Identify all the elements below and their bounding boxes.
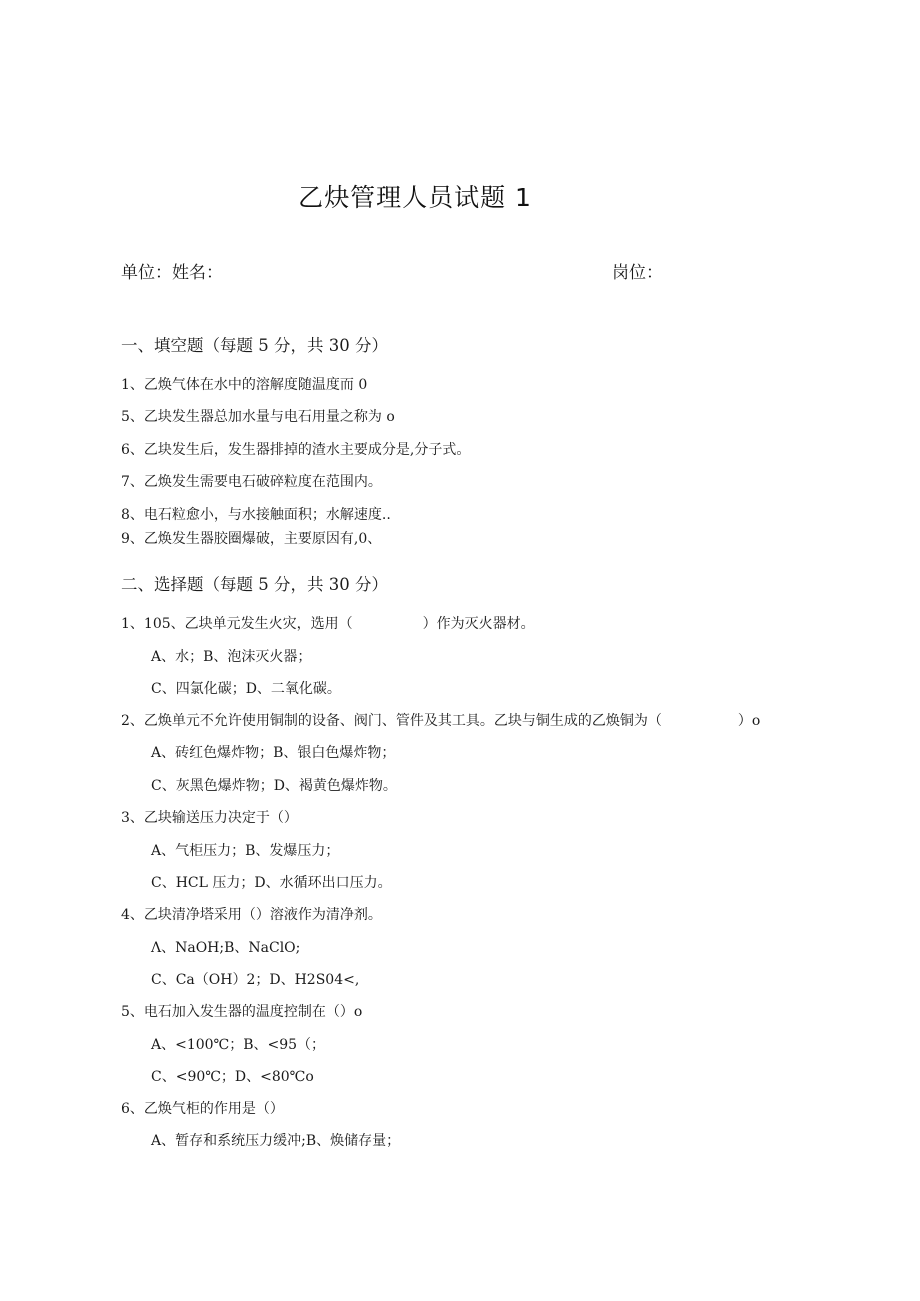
choice-question-3: 3、乙块输送压力决定于（） [121,810,298,826]
choice-5-options-cd: C、<90℃；D、<80℃o [151,1069,314,1085]
choice-question-1 [121,613,535,633]
section-fill-blank-heading: 一、填空题（每题 5 分，共 30 分） [121,336,388,355]
choice-question-1-text: 1、105、乙块单元发生火灾，选用（ [121,616,353,632]
choice-question-1-tail: ）作为灭火器材。 [422,616,535,632]
post-label: 岗位： [612,263,663,283]
fill-question-6: 6、乙块发生后，发生器排掉的渣水主要成分是,分子式。 [121,442,471,458]
choice-question-2-tail: ）o [737,713,761,729]
choice-3-options-cd: C、HCL 压力；D、水循环出口压力。 [151,875,392,891]
choice-6-options-ab: A、暂存和系统压力缓冲;B、焕储存量； [151,1133,401,1149]
choice-question-2-text: 2、乙焕单元不允许使用铜制的设备、阀门、管件及其工具。乙块与铜生成的乙焕铜为（ [121,713,662,729]
choice-question-6: 6、乙焕气柜的作用是（） [121,1101,284,1117]
choice-2-options-ab: A、砖红色爆炸物；B、银白色爆炸物； [151,745,396,761]
fill-question-7: 7、乙焕发生需要电石破碎粒度在范围内。 [121,474,382,490]
choice-4-options-ab: Λ、NaOH;B、NaClO; [151,940,301,956]
choice-1-options-cd: C、四氯化碳；D、二氧化碳。 [151,681,341,697]
fill-question-5: 5、乙块发生器总加水量与电石用量之称为 o [121,409,395,425]
choice-1-options-ab: A、水；B、泡沫灭火器； [151,649,312,665]
choice-question-2 [121,710,760,730]
page-title: 乙炔管理人员试题 1 [298,183,532,212]
section-choice-heading: 二、选择题（每题 5 分，共 30 分） [121,575,388,594]
fill-question-1: 1、乙焕气体在水中的溶解度随温度而 0 [121,377,368,393]
unit-name-label: 单位：姓名： [121,263,223,283]
choice-3-options-ab: A、气柜压力；B、发爆压力； [151,843,340,859]
choice-5-options-ab: A、<100℃；B、<95（； [151,1037,326,1053]
choice-4-options-cd: C、Ca（OH）2；D、H2S04<, [151,972,360,988]
choice-question-4: 4、乙块清净塔采用（）溶液作为清净剂。 [121,907,382,923]
choice-2-options-cd: C、灰黑色爆炸物；D、褐黄色爆炸物。 [151,778,397,794]
fill-question-8: 8、电石粒愈小，与水接触面积；水解速度.. [121,507,391,523]
fill-question-9: 9、乙焕发生器胶圈爆破，主要原因有,0、 [121,531,382,547]
choice-question-5: 5、电石加入发生器的温度控制在（）o [121,1004,363,1020]
